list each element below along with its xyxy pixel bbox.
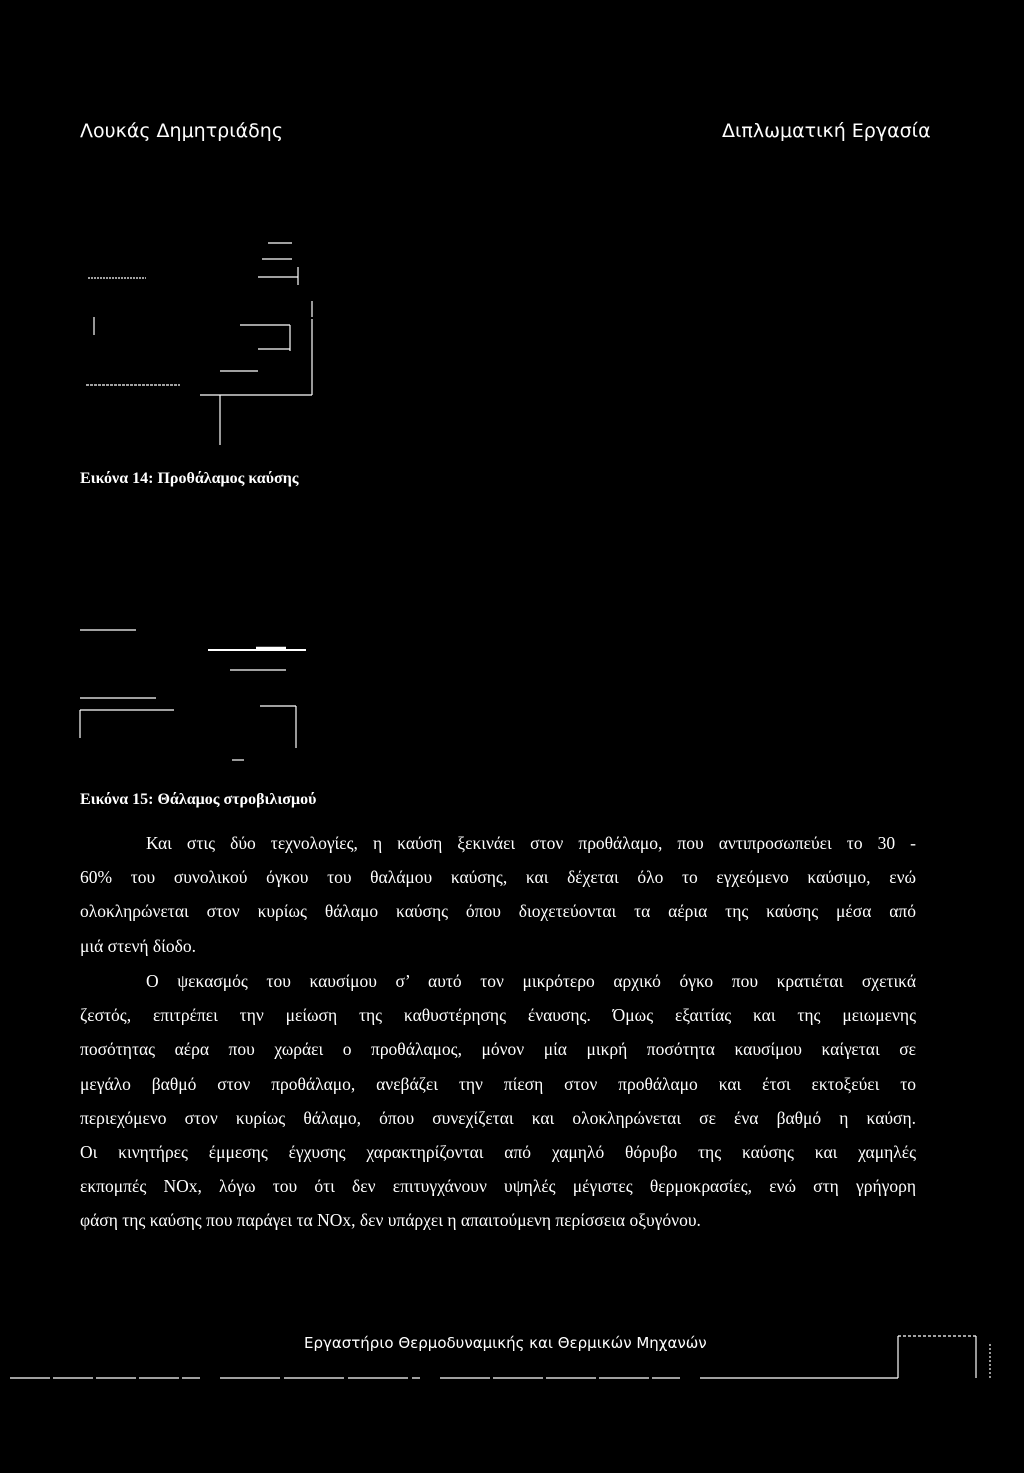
figure-14-image [80, 235, 340, 455]
paragraph-line: μεγάλο βαθμό στον προθάλαμο, ανεβάζει την πίεση στον προθάλαμο και έτσι εκτοξεύει το [80, 1073, 916, 1094]
paragraph-line: ζεστός, επιτρέπει την μείωση της καθυστέρησης έναυσης. Όμως εξαιτίας και της μειωμενης [80, 1005, 916, 1026]
header-document-type: Διπλωματική Εργασία [722, 120, 931, 142]
footer-lab-name: Εργαστήριο Θερμοδυναμικής και Θερμικών Μηχανών [304, 1334, 707, 1352]
paragraph-line: ποσότητας αέρα που χωράει ο προθάλαμος, μόνον μία μικρή ποσότητα καυσίμου καίγεται σε [80, 1039, 916, 1060]
paragraph-line: ολοκληρώνεται στον κυρίως θάλαμο καύσης όπου διοχετεύονται τα αέρια της καύσης μέσα από [80, 901, 916, 922]
paragraph-line: φάση της καύσης που παράγει τα NOx, δεν υπάρχει η απαιτούμενη περίσσεια οξυγόνου. [80, 1210, 701, 1231]
footer-rule [0, 1330, 1024, 1395]
header-author: Λουκάς Δημητριάδης [80, 120, 283, 142]
paragraph-line: περιεχόμενο στον κυρίως θάλαμο, όπου συνεχίζεται και ολοκληρώνεται σε ένα βαθμό η καύση. [80, 1107, 916, 1128]
paragraph-line: Ο ψεκασμός του καυσίμου σ’ αυτό τον μικρότερο αρχικό όγκο που κρατιέται σχετικά [146, 971, 916, 991]
paragraph-line: Οι κινητήρες έμμεσης έγχυσης χαρακτηρίζονται από χαμηλό θόρυβο της καύσης και χαμηλές [80, 1142, 916, 1163]
body-paragraph-1 [80, 826, 916, 963]
paragraph-line: μιά στενή δίοδο. [80, 935, 196, 956]
paragraph-line: 60% του συνολικού όγκου του θαλάμου καύσης, και δέχεται όλο το εγχεόμενο καύσιμο, ενώ [80, 867, 916, 888]
figure-15-caption: Εικόνα 15: Θάλαμος στροβιλισμού [80, 791, 317, 808]
paragraph-line: Και στις δύο τεχνολογίες, η καύση ξεκινάει στον προθάλαμο, που αντιπροσωπεύει το 30 - [146, 833, 916, 853]
body-paragraph-2 [80, 964, 916, 1238]
figure-15-image [76, 620, 336, 770]
paragraph-line: εκπομπές NOx, λόγω του ότι δεν επιτυγχάνουν υψηλές μέγιστες θερμοκρασίες, ενώ στη γρήγορη [80, 1176, 916, 1197]
figure-14-caption: Εικόνα 14: Προθάλαμος καύσης [80, 470, 299, 487]
